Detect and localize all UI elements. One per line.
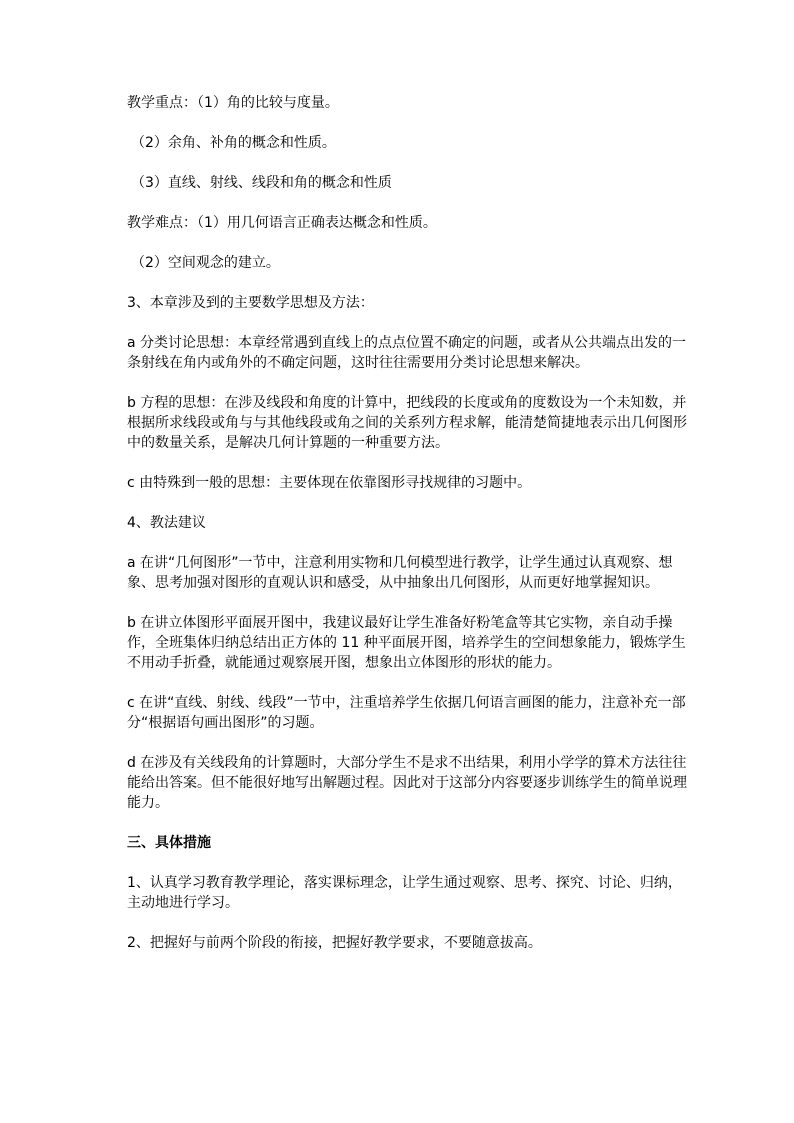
measures-section-heading: 三、具体措施 (127, 835, 211, 851)
key-points-line-2: （2）余角、补角的概念和性质。 (131, 135, 336, 151)
document-body (99, 93, 695, 953)
difficulties-line-1: 教学难点：（1）用几何语言正确表达概念和性质。 (127, 215, 437, 231)
key-points-line-1: 教学重点：（1）角的比较与度量。 (127, 95, 339, 111)
suggestion-a-paragraph: a 在讲“几何图形”一节中，注意利用实物和几何模型进行教学，让学生通过认真观察、想象、思考加强对图形的直观认识和感受，从中抽象出几何图形，从而更好地掌握知识。 (127, 555, 673, 591)
section-4-heading: 4、教法建议 (127, 515, 206, 531)
method-c-paragraph: c 由特殊到一般的思想：主要体现在依靠图形寻找规律的习题中。 (127, 475, 532, 491)
key-points-line-3: （3）直线、射线、线段和角的概念和性质 (131, 175, 392, 191)
suggestion-d-paragraph: d 在涉及有关线段角的计算题时，大部分学生不是求不出结果，利用小学学的算术方法往往能给出答案。但不能很好地写出解题过程。因此对于这部分内容要逐步训练学生的简单说理能力。 (127, 755, 687, 811)
measure-1-paragraph: 1、认真学习教育教学理论，落实课标理念，让学生通过观察、思考、探究、讨论、归纳，主动地进行学习。 (127, 875, 682, 911)
measure-2-paragraph: 2、把握好与前两个阶段的衔接，把握好教学要求，不要随意拔高。 (127, 935, 542, 951)
suggestion-c-paragraph: c 在讲“直线、射线、线段”一节中，注重培养学生依据几何语言画图的能力，注意补充一部分“根据语句画出图形”的习题。 (127, 695, 686, 731)
method-b-paragraph: b 方程的思想：在涉及线段和角度的计算中，把线段的长度或角的度数设为一个未知数，并根据所求线段或角与与其他线段或角之间的关系列方程求解，能清楚简捷地表示出几何图形中的数量关系，是解决几何计算题的一种重要方法。 (127, 395, 687, 451)
section-3-heading: 3、本章涉及到的主要数学思想及方法： (127, 295, 374, 311)
difficulties-line-2: （2）空间观念的建立。 (131, 255, 280, 271)
suggestion-b-paragraph: b 在讲立体图形平面展开图中，我建议最好让学生准备好粉笔盒等其它实物，亲自动手操作，全班集体归纳总结出正方体的 11 种平面展开图，培养学生的空间想象能力，锻炼学生不用动手折叠，就能通过观察展开图，想象出立体图形的形状的能力。 (127, 615, 686, 671)
method-a-paragraph: a 分类讨论思想：本章经常遇到直线上的点点位置不确定的问题，或者从公共端点出发的一条射线在角内或角外的不确定问题，这时往往需要用分类讨论思想来解决。 (127, 335, 687, 371)
